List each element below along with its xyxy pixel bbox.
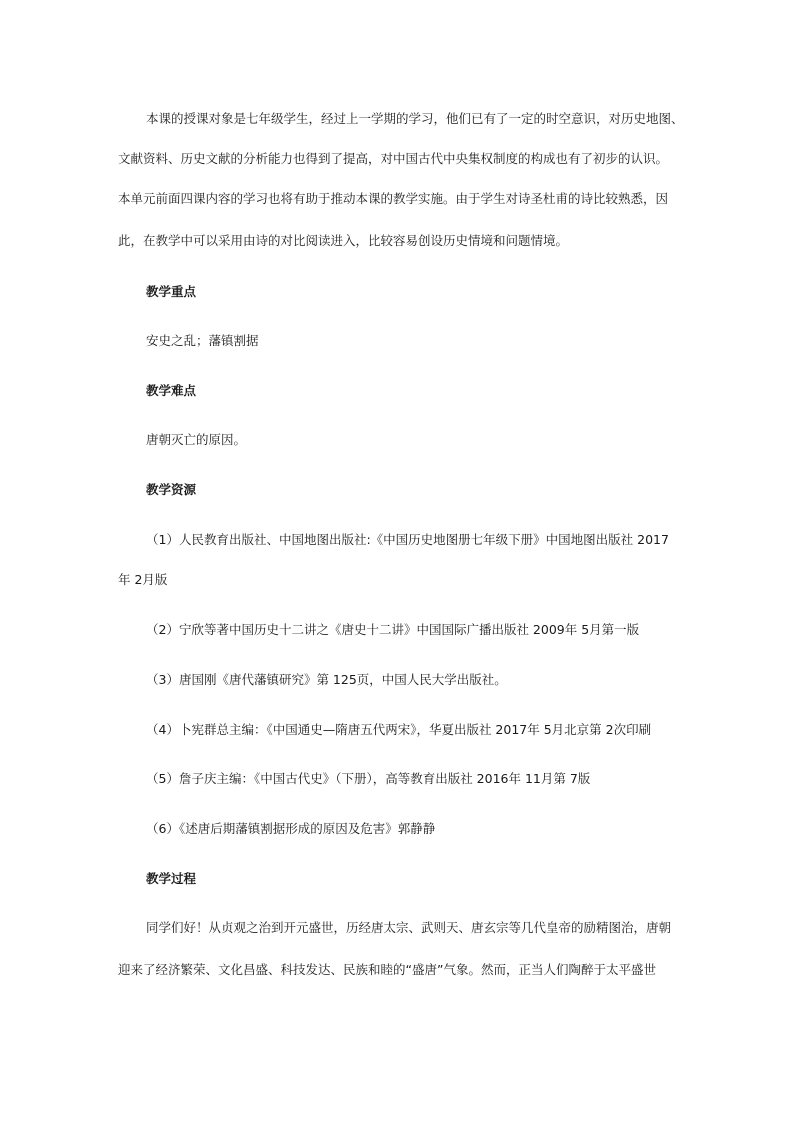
intro-line: 本单元前面四课内容的学习也将有助于推动本课的教学实施。由于学生对诗圣杜甫的诗比较熟悉，因 (118, 191, 669, 206)
intro-line: 本课的授课对象是七年级学生，经过上一学期的学习，他们已有了一定的时空意识，对历史地图、 (146, 111, 684, 126)
intro-line: 此，在教学中可以采用由诗的对比阅读进入，比较容易创设历史情境和问题情境。 (118, 233, 569, 248)
process-line: 同学们好！从贞观之治到开元盛世，历经唐太宗、武则天、唐玄宗等几代皇帝的励精图治，唐朝 (146, 920, 672, 935)
difficulties-text: 唐朝灭亡的原因。 (146, 432, 247, 447)
key-points-heading: 教学重点 (146, 284, 197, 299)
resource-item: （3）唐国刚《唐代藩镇研究》第 125页，中国人民大学出版社。 (146, 672, 507, 687)
resource-item: （4）卜宪群总主编：《中国通史—隋唐五代两宋》，华夏出版社 2017年 5月北京第 2次印刷 (146, 722, 652, 737)
resources-heading: 教学资源 (146, 482, 197, 497)
resource-item: （6）《述唐后期藩镇割据形成的原因及危害》郭静静 (146, 821, 436, 836)
resource-item: （5）詹子庆主编：《中国古代史》（下册），高等教育出版社 2016年 11月第 7版 (146, 771, 591, 786)
resource-item-continued: 年 2月版 (118, 572, 168, 587)
resource-item: （1）人民教育出版社、中国地图出版社:《中国历史地图册七年级下册》中国地图出版社 2017 (146, 532, 669, 547)
key-points-text: 安史之乱；藩镇割据 (146, 333, 259, 348)
intro-line: 文献资料、历史文献的分析能力也得到了提高，对中国古代中央集权制度的构成也有了初步的认识。 (118, 151, 669, 166)
difficulties-heading: 教学难点 (146, 383, 197, 398)
process-heading: 教学过程 (146, 871, 197, 886)
process-line: 迎来了经济繁荣、文化昌盛、科技发达、民族和睦的“盛唐”气象。然而，正当人们陶醉于太平盛世 (118, 962, 656, 977)
resource-item: （2）宁欣等著中国历史十二讲之《唐史十二讲》中国国际广播出版社 2009年 5月第一版 (146, 622, 640, 637)
